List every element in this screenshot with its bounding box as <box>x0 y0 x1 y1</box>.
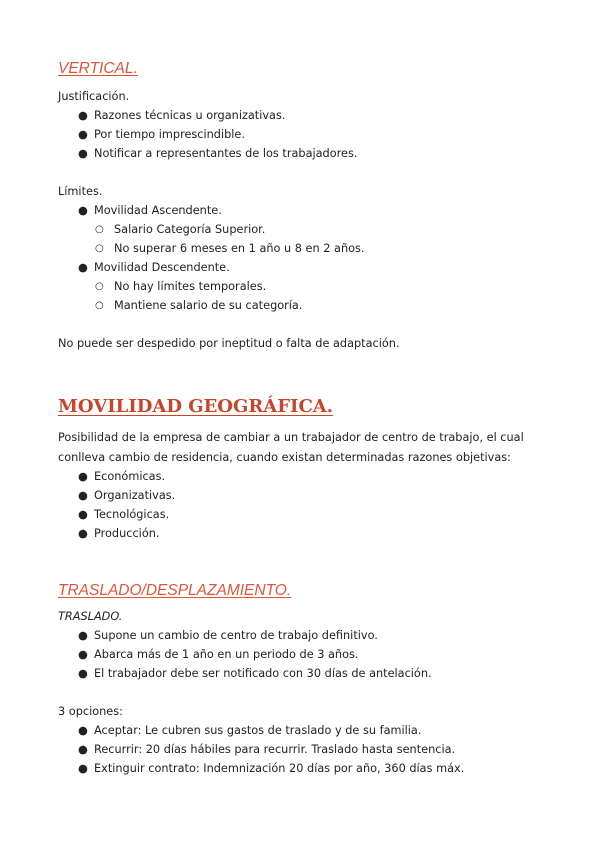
paragraph-line-2: conlleva cambio de residencia, cuando existan determinadas razones objetivas: <box>58 451 511 464</box>
list-limites <box>78 201 222 220</box>
list-item-ascendente: ● Movilidad Ascendente. <box>78 201 222 220</box>
heading-vertical: VERTICAL. <box>58 60 138 77</box>
list-item: ● Recurrir: 20 días hábiles para recurrir. Traslado hasta sentencia. <box>78 740 464 759</box>
bullet-icon: ● <box>78 527 88 540</box>
list-item: ● Abarca más de 1 año en un periodo de 3 años. <box>78 645 432 664</box>
bullet-icon: ● <box>78 128 88 141</box>
circle-bullet-icon: ○ <box>95 243 104 254</box>
sublist-item: ○ No superar 6 meses en 1 año u 8 en 2 años. <box>78 239 365 258</box>
list-justificacion <box>78 106 357 163</box>
list-item: ● Aceptar: Le cubren sus gastos de traslado y de su familia. <box>78 721 464 740</box>
list-item: ● Tecnológicas. <box>78 505 175 524</box>
bullet-icon: ● <box>78 489 88 502</box>
circle-bullet-icon: ○ <box>95 281 104 292</box>
list-item: ● Producción. <box>78 524 175 543</box>
sublist-item: ○ Salario Categoría Superior. <box>78 220 365 239</box>
bullet-icon: ● <box>78 147 88 160</box>
bullet-icon: ● <box>78 109 88 122</box>
list-item: ● El trabajador debe ser notificado con 30 días de antelación. <box>78 664 432 683</box>
list-descendente <box>78 258 230 277</box>
bullet-icon: ● <box>78 743 88 756</box>
label-opciones: 3 opciones: <box>58 705 123 718</box>
bullet-icon: ● <box>78 508 88 521</box>
list-item-descendente: ● Movilidad Descendente. <box>78 258 230 277</box>
bullet-icon: ● <box>78 204 88 217</box>
list-item: ● Supone un cambio de centro de trabajo definitivo. <box>78 626 432 645</box>
list-razones <box>78 467 175 543</box>
heading-traslado-desplazamiento: TRASLADO/DESPLAZAMIENTO. <box>58 582 292 599</box>
bullet-icon: ● <box>78 629 88 642</box>
list-item: ● Notificar a representantes de los trabajadores. <box>78 144 357 163</box>
sublist-item: ○ No hay límites temporales. <box>78 277 302 296</box>
label-limites: Límites. <box>58 185 103 198</box>
label-traslado: TRASLADO. <box>58 610 123 623</box>
list-traslado <box>78 626 432 683</box>
bullet-icon: ● <box>78 762 88 775</box>
list-item: ● Razones técnicas u organizativas. <box>78 106 357 125</box>
note-despido: No puede ser despedido por ineptitud o falta de adaptación. <box>58 337 400 350</box>
circle-bullet-icon: ○ <box>95 300 104 311</box>
bullet-icon: ● <box>78 667 88 680</box>
paragraph-line-1: Posibilidad de la empresa de cambiar a un trabajador de centro de trabajo, el cual <box>58 431 524 444</box>
bullet-icon: ● <box>78 261 88 274</box>
bullet-icon: ● <box>78 470 88 483</box>
sublist-ascendente <box>78 220 365 258</box>
circle-bullet-icon: ○ <box>95 224 104 235</box>
list-item: ● Organizativas. <box>78 486 175 505</box>
list-item: ● Económicas. <box>78 467 175 486</box>
label-justificacion: Justificación. <box>58 90 130 103</box>
list-item: ● Extinguir contrato: Indemnización 20 días por año, 360 días máx. <box>78 759 464 778</box>
heading-movilidad-geografica: MOVILIDAD GEOGRÁFICA. <box>58 396 334 417</box>
list-item: ● Por tiempo imprescindible. <box>78 125 357 144</box>
sublist-descendente <box>78 277 302 315</box>
bullet-icon: ● <box>78 648 88 661</box>
list-opciones <box>78 721 464 778</box>
bullet-icon: ● <box>78 724 88 737</box>
sublist-item: ○ Mantiene salario de su categoría. <box>78 296 302 315</box>
